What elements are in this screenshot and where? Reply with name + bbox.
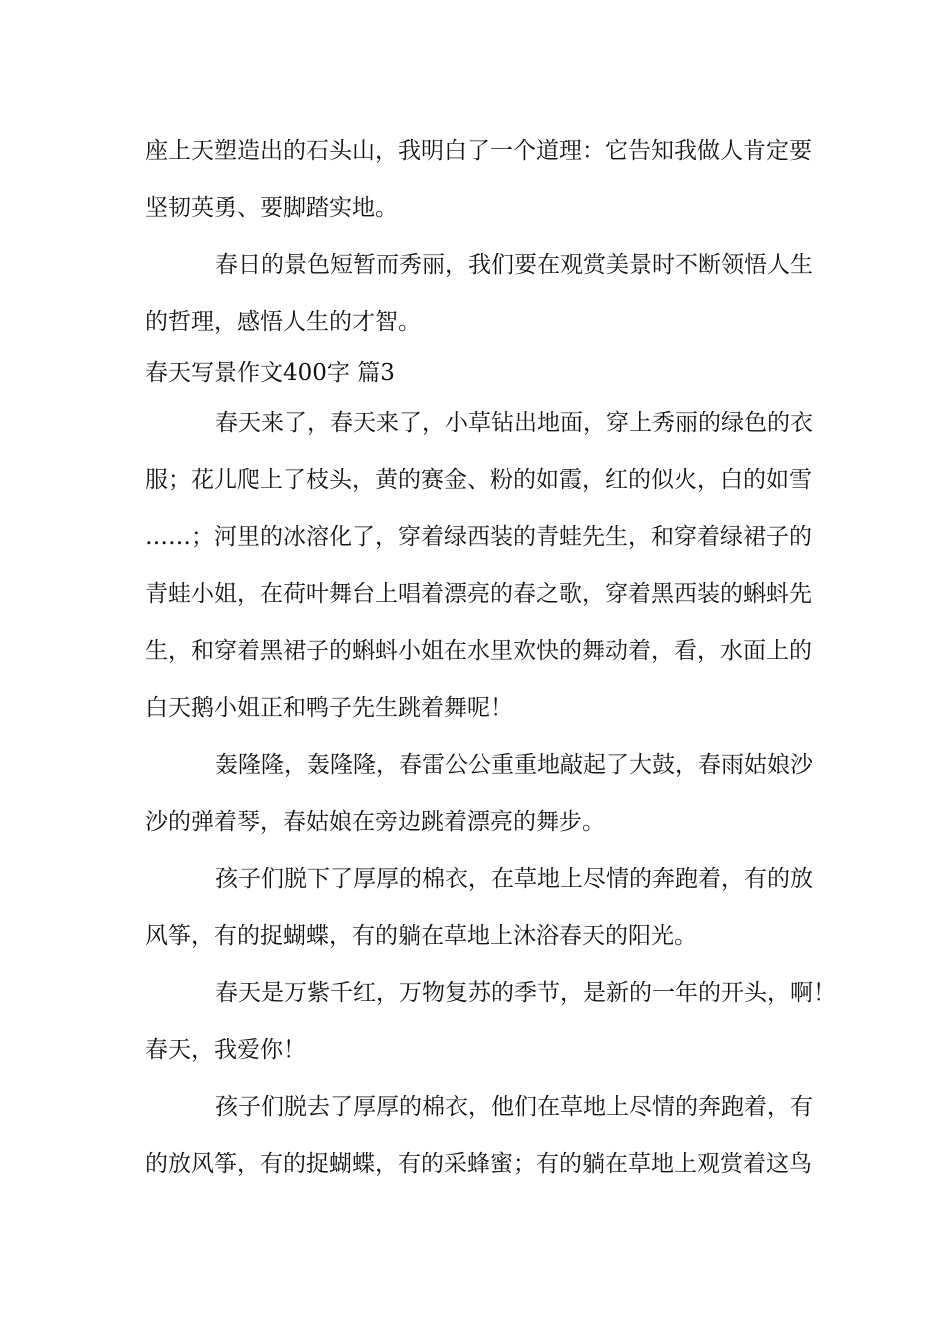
text-line: 的哲理，感悟人生的才智。 bbox=[145, 309, 421, 335]
text-line: 坚韧英勇、要脚踏实地。 bbox=[145, 195, 398, 221]
text-line: 的放风筝，有的捉蝴蝶，有的采蜂蜜；有的躺在草地上观赏着这鸟 bbox=[145, 1151, 812, 1177]
text-line: 春天来了，春天来了，小草钻出地面，穿上秀丽的绿色的衣 bbox=[215, 410, 813, 436]
text-line: 春天，我爱你！ bbox=[145, 1037, 306, 1063]
text-line: 风筝，有的捉蝴蝶，有的躺在草地上沐浴春天的阳光。 bbox=[145, 923, 697, 949]
section-heading: 春天写景作文400字 篇3 bbox=[145, 360, 395, 386]
text-line: 春天是万紫千红，万物复苏的季节，是新的一年的开头，啊！ bbox=[215, 980, 836, 1006]
text-line: ……；河里的冰溶化了，穿着绿西装的青蛙先生，和穿着绿裙子的 bbox=[145, 524, 812, 550]
text-line: 青蛙小姐，在荷叶舞台上唱着漂亮的春之歌，穿着黑西装的蝌蚪先 bbox=[145, 581, 812, 607]
text-line: 座上天塑造出的石头山，我明白了一个道理：它告知我做人肯定要 bbox=[145, 138, 812, 164]
paragraph-text bbox=[145, 123, 836, 1193]
text-line: 白天鹅小姐正和鸭子先生跳着舞呢！ bbox=[145, 695, 513, 721]
text-line: 孩子们脱下了厚厚的棉衣，在草地上尽情的奔跑着，有的放 bbox=[215, 866, 813, 892]
text-line: 服；花儿爬上了枝头，黄的赛金、粉的如霞，红的似火，白的如雪 bbox=[145, 467, 812, 493]
text-line: 生，和穿着黑裙子的蝌蚪小姐在水里欢快的舞动着，看，水面上的 bbox=[145, 638, 812, 664]
text-line: 春日的景色短暂而秀丽，我们要在观赏美景时不断领悟人生 bbox=[215, 252, 813, 278]
text-line: 沙的弹着琴，春姑娘在旁边跳着漂亮的舞步。 bbox=[145, 809, 605, 835]
text-line: 孩子们脱去了厚厚的棉衣，他们在草地上尽情的奔跑着，有 bbox=[215, 1094, 813, 1120]
text-line: 轰隆隆，轰隆隆，春雷公公重重地敲起了大鼓，春雨姑娘沙 bbox=[215, 752, 813, 778]
